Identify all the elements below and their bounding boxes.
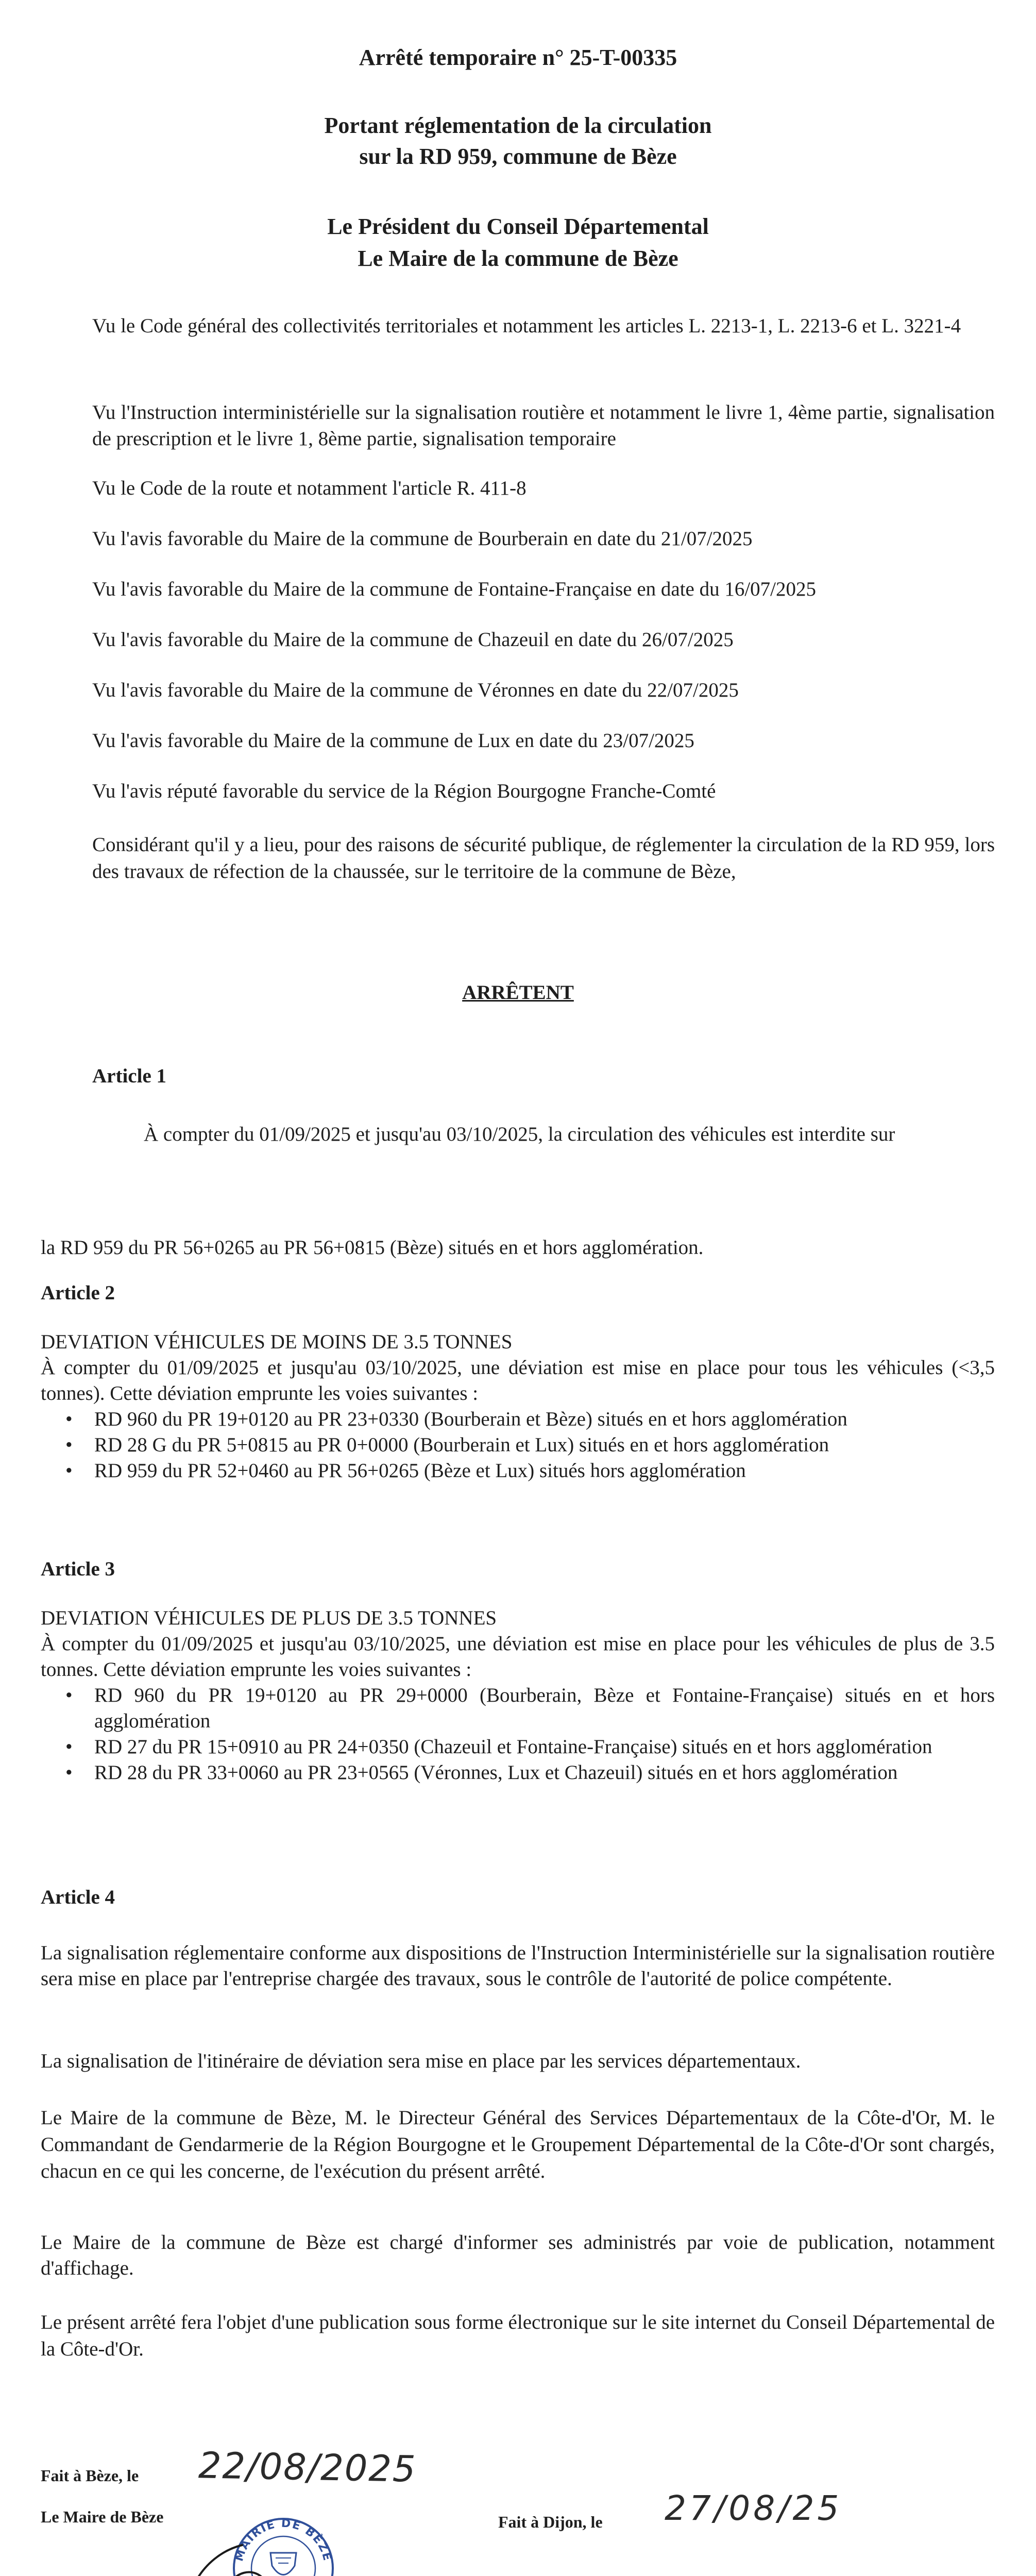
left-role: Le Maire de Bèze (41, 2507, 164, 2526)
article-3-subtitle: DEVIATION VÉHICULES DE PLUS DE 3.5 TONNES (41, 1607, 497, 1629)
article-4-para-4: Le Maire de la commune de Bèze est chargé d'informer ses administrés par voie de publication, notamment d'affichage. (41, 2231, 995, 2279)
article-1-text-2: la RD 959 du PR 56+0265 au PR 56+0815 (Bèze) situés en et hors agglomération. (41, 1236, 704, 1259)
visa-lux: Vu l'avis favorable du Maire de la commune de Lux en date du 23/07/2025 (92, 730, 694, 752)
visa-fontaine: Vu l'avis favorable du Maire de la commune de Fontaine-Française en date du 16/07/2025 (92, 578, 817, 600)
article-2-subtitle: DEVIATION VÉHICULES DE MOINS DE 3.5 TONNES (41, 1331, 513, 1353)
arretent-heading: ARRÊTENT (462, 981, 574, 1004)
article-1-text-1: À compter du 01/09/2025 et jusqu'au 03/10/2025, la circulation des véhicules est interdite sur (144, 1123, 895, 1145)
article-2-title: Article 2 (41, 1282, 115, 1304)
list-item: • RD 960 du PR 19+0120 au PR 23+0330 (Bourberain et Bèze) situés en et hors agglomération (41, 1406, 995, 1432)
list-item: • RD 28 G du PR 5+0815 au PR 0+0000 (Bourberain et Lux) situés en et hors agglomération (41, 1432, 995, 1458)
article-2-block (41, 1329, 995, 1484)
list-item: • RD 960 du PR 19+0120 au PR 29+0000 (Bourberain, Bèze et Fontaine-Française) situés en et hors agglomération (41, 1683, 995, 1734)
visa-code-route: Vu le Code de la route et notamment l'article R. 411-8 (92, 477, 527, 499)
visa-bourberain: Vu l'avis favorable du Maire de la commune de Bourberain en date du 21/07/2025 (92, 528, 753, 550)
considerant: Considérant qu'il y a lieu, pour des raisons de sécurité publique, de réglementer la circulation de la RD 959, lors des travaux de réfection de la chaussée, sur le territoire de la commune de Bèze, (92, 834, 995, 883)
article-3-intro: À compter du 01/09/2025 et jusqu'au 03/10/2025, une déviation est mise en place pour les véhicules de plus de 3.5 tonnes. Cette déviation emprunte les voies suivantes : (41, 1633, 995, 1681)
authority-line-2: Le Maire de la commune de Bèze (358, 246, 678, 271)
right-place-label: Fait à Dijon, le (498, 2513, 603, 2531)
mayor-signature (155, 2535, 412, 2576)
subject-line-2: sur la RD 959, commune de Bèze (359, 144, 677, 169)
article-4-para-1: La signalisation réglementaire conforme aux dispositions de l'Instruction Interministérielle sur la signalisation routière sera mise en place par l'entreprise chargée des travaux, sous le contrôle de l'autorité de police compétente. (41, 1942, 995, 1990)
article-3-list (41, 1683, 995, 1786)
article-2-intro: À compter du 01/09/2025 et jusqu'au 03/10/2025, une déviation est mise en place pour tous les véhicules (<3,5 tonnes). Cette déviation emprunte les voies suivantes : (41, 1357, 995, 1404)
article-4-para-3: Le Maire de la commune de Bèze, M. le Directeur Général des Services Départementaux de la Côte-d'Or, M. le Commandant de Gendarmerie de la Région Bourgogne et le Groupement Départemental de la Côte-d'Or sont chargés, chacun en ce qui les concerne, de l'exécution du présent arrêté. (41, 2107, 995, 2182)
visa-chazeuil: Vu l'avis favorable du Maire de la commune de Chazeuil en date du 26/07/2025 (92, 629, 734, 651)
list-item: • RD 27 du PR 15+0910 au PR 24+0350 (Chazeuil et Fontaine-Française) situés en et hors agglomération (41, 1734, 995, 1760)
arrete-number: Arrêté temporaire n° 25-T-00335 (359, 45, 677, 70)
authority-line-1: Le Président du Conseil Départemental (327, 214, 709, 239)
article-1-title: Article 1 (92, 1065, 167, 1087)
article-4-title: Article 4 (41, 1886, 115, 1908)
stamp-text: MAIRIE DE BÈZE (232, 2517, 334, 2563)
article-3-block (41, 1605, 995, 1786)
visa-veronnes: Vu l'avis favorable du Maire de la commune de Véronnes en date du 22/07/2025 (92, 679, 739, 701)
list-item: • RD 959 du PR 52+0460 au PR 56+0265 (Bèze et Lux) situés hors agglomération (41, 1458, 995, 1484)
list-item: • RD 28 du PR 33+0060 au PR 23+0565 (Véronnes, Lux et Chazeuil) situés en et hors agglomération (41, 1760, 995, 1786)
visa-cgct: Vu le Code général des collectivités territoriales et notamment les articles L. 2213-1, L. 2213-6 et L. 3221-4 (92, 315, 961, 337)
subject-line-1: Portant réglementation de la circulation (324, 113, 712, 138)
article-4-para-2: La signalisation de l'itinéraire de déviation sera mise en place par les services départementaux. (41, 2050, 801, 2072)
visa-region: Vu l'avis réputé favorable du service de la Région Bourgogne Franche-Comté (92, 780, 716, 802)
left-place-label: Fait à Bèze, le (41, 2466, 139, 2485)
article-4-para-5: Le présent arrêté fera l'objet d'une publication sous forme électronique sur le site internet du Conseil Départemental de la Côte-d'Or. (41, 2311, 995, 2360)
visa-instruction: Vu l'Instruction interministérielle sur la signalisation routière et notamment le livre 1, 4ème partie, signalisation de prescription et le livre 1, 8ème partie, signalisation temporaire (92, 401, 995, 450)
right-handwritten-date: 27/08/25 (665, 2488, 842, 2528)
article-2-list (41, 1406, 995, 1484)
left-handwritten-date: 22/08/2025 (198, 2444, 417, 2490)
article-3-title: Article 3 (41, 1558, 115, 1580)
